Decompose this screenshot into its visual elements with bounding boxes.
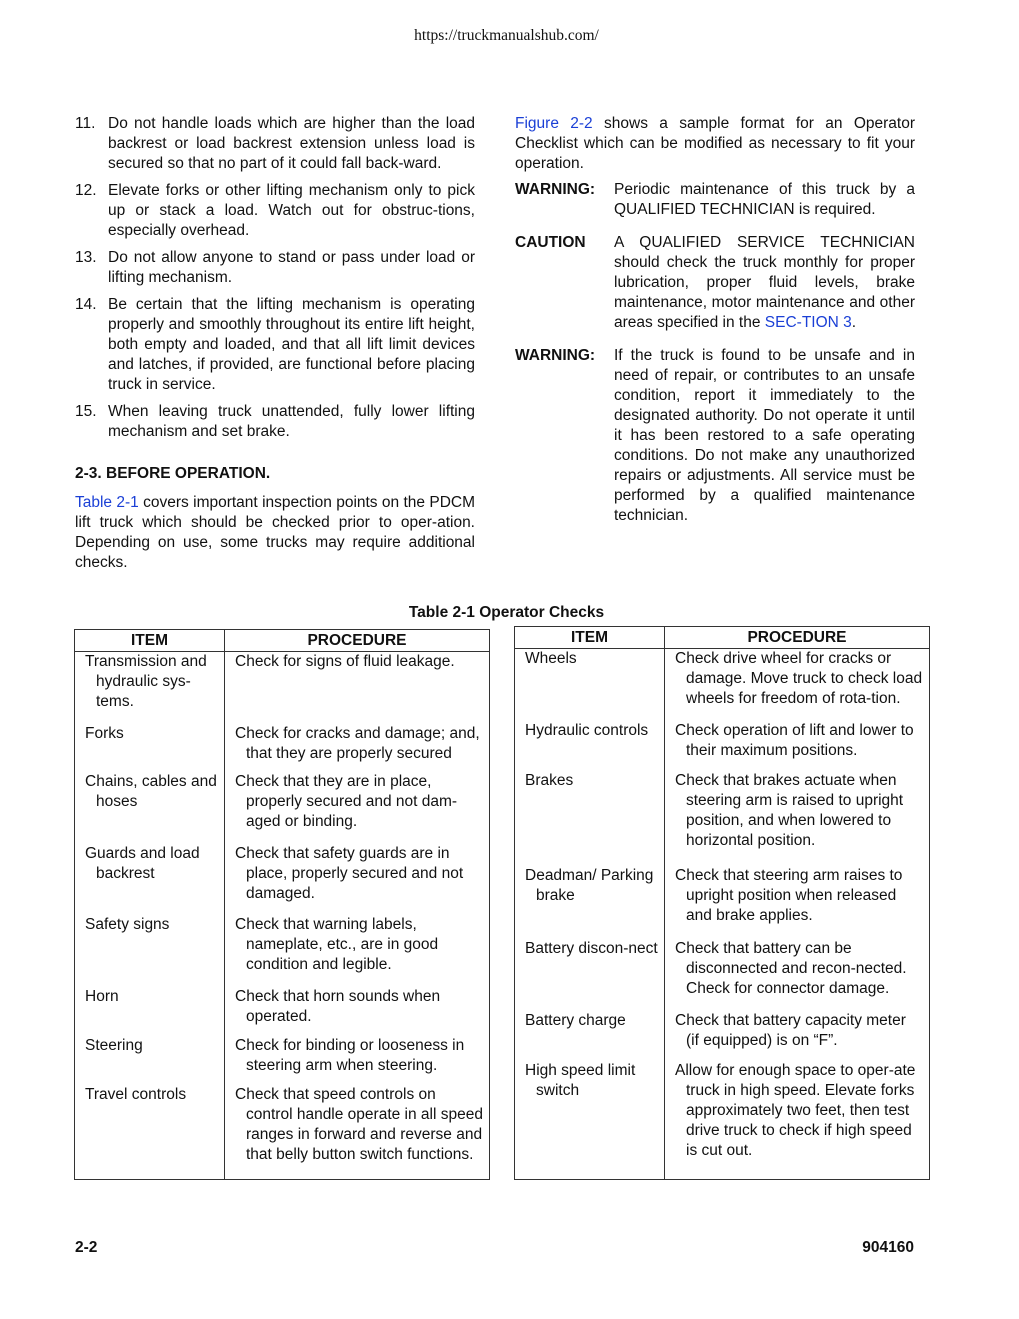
procedure-text: Check that warning labels, nameplate, etc., are in good condition and legible. <box>235 916 439 974</box>
warning-label: WARNING: <box>515 181 596 198</box>
item-text: Battery discon-nect <box>525 939 658 957</box>
right-column <box>515 114 915 539</box>
warning-note <box>515 346 915 526</box>
paragraph-text: covers important inspection points on the PDCM lift truck which should be checked prior to oper-ation. Depending on use, some trucks may require additional checks. <box>75 494 475 571</box>
table-row <box>75 652 490 724</box>
item-cell <box>515 866 665 938</box>
item-text: Horn <box>85 988 119 1005</box>
list-item <box>75 402 475 442</box>
procedure-cell <box>665 1061 930 1179</box>
table-row <box>515 939 930 1011</box>
procedure-cell <box>225 844 490 916</box>
list-text: Do not handle loads which are higher than the load backrest or load backrest extension unless load is secured so that no part of it could fall back-ward. <box>108 115 475 172</box>
filler-cell <box>75 1179 225 1180</box>
table-row <box>515 649 930 722</box>
item-cell <box>75 1085 225 1179</box>
table-row <box>515 771 930 866</box>
procedure-cell <box>665 771 930 866</box>
page-number: 2-2 <box>75 1239 98 1256</box>
list-item <box>75 295 475 395</box>
procedure-text: Allow for enough space to oper-ate truck in high speed. Elevate forks approximately two feet, then test drive truck to check if high speed is cut out. <box>675 1061 916 1159</box>
list-text: When leaving truck unattended, fully lower lifting mechanism and set brake. <box>108 403 475 440</box>
procedure-cell <box>665 721 930 770</box>
list-number: 12. <box>75 182 97 199</box>
procedure-cell <box>665 866 930 938</box>
item-cell <box>75 915 225 987</box>
item-cell <box>75 724 225 773</box>
procedure-cell <box>225 652 490 724</box>
figure-link[interactable]: Figure 2-2 <box>515 115 593 132</box>
item-text: Brakes <box>525 771 574 789</box>
procedure-text: Check for cracks and damage; and, that they are properly secured <box>235 724 480 762</box>
table-row <box>515 1011 930 1060</box>
table-row <box>515 1061 930 1179</box>
item-text: Travel controls <box>85 1085 187 1103</box>
item-cell <box>515 649 665 722</box>
table-header-row <box>75 630 490 652</box>
table-row <box>75 724 490 773</box>
left-column <box>75 114 475 573</box>
list-item <box>75 181 475 241</box>
item-cell <box>515 771 665 866</box>
item-text: High speed limit switch <box>525 1061 636 1099</box>
item-text: Safety signs <box>85 916 170 934</box>
list-text: Do not allow anyone to stand or pass under load or lifting mechanism. <box>108 249 475 286</box>
filler-cell <box>515 1179 665 1180</box>
warning-text: If the truck is found to be unsafe and in need of repair, or contributes to an unsafe condition, report it immediately to the designated authority. Do not operate it until it has been restored to a safe operating conditions. Do not make any unauthorized repairs or adjustments. All service must be performed by a qualified maintenance technician. <box>614 347 915 524</box>
item-cell <box>515 1061 665 1179</box>
caution-text: A QUALIFIED SERVICE TECHNICIAN should check the truck monthly for proper lubrication, proper fluid levels, brake maintenance, motor maintenance and other areas specified in the <box>614 234 915 331</box>
procedure-header: PROCEDURE <box>225 630 490 652</box>
list-number: 11. <box>75 115 96 132</box>
procedure-text: Check that they are in place, properly secured and not dam-aged or binding. <box>235 773 458 831</box>
procedure-text: Check drive wheel for cracks or damage. Move truck to check load wheels for freedom of rota-tion. <box>675 650 923 707</box>
intro-paragraph <box>75 493 475 573</box>
list-text: Be certain that the lifting mechanism is operating properly and smoothly throughout its entire lift height, both empty and loaded, and that all lift limit devices and latches, if provided, are functional before placing truck in service. <box>108 296 475 393</box>
item-header: ITEM <box>515 627 665 649</box>
list-number: 14. <box>75 296 97 313</box>
procedure-cell <box>665 1011 930 1060</box>
operator-checks-table-left <box>74 629 490 1180</box>
table-link[interactable]: Table 2-1 <box>75 494 139 511</box>
item-cell <box>75 652 225 724</box>
caution-label: CAUTION <box>515 234 586 251</box>
procedure-text: Check that battery capacity meter (if equipped) is on “F”. <box>675 1012 906 1050</box>
item-cell <box>515 939 665 1011</box>
item-text: Chains, cables and hoses <box>85 773 217 811</box>
table-row <box>515 721 930 770</box>
item-text: Wheels <box>525 650 577 667</box>
section-link[interactable]: SEC-TION 3 <box>764 314 852 331</box>
caution-end: . <box>851 314 857 331</box>
procedure-cell <box>225 915 490 987</box>
procedure-cell <box>665 939 930 1011</box>
item-cell <box>75 1036 225 1085</box>
section-heading: 2-3. BEFORE OPERATION. <box>75 465 271 482</box>
warning-note <box>515 180 915 220</box>
procedure-cell <box>225 1036 490 1085</box>
item-cell <box>515 721 665 770</box>
table-filler-row <box>75 1179 490 1180</box>
procedure-cell <box>225 987 490 1036</box>
procedure-text: Check that brakes actuate when steering arm is raised to upright position, and when lowered to horizontal position. <box>675 771 904 849</box>
figure-paragraph <box>515 114 915 174</box>
procedure-cell <box>225 724 490 773</box>
paragraph-text: shows a sample format for an Operator Checklist which can be modified as necessary to fit your operation. <box>515 115 915 172</box>
filler-cell <box>225 1179 490 1180</box>
item-text: Deadman/ Parking brake <box>525 867 654 905</box>
procedure-text: Check that battery can be disconnected and recon-nected. Check for connector damage. <box>675 939 907 997</box>
item-text: Battery charge <box>525 1012 626 1030</box>
caution-note <box>515 233 915 333</box>
list-number: 15. <box>75 403 97 420</box>
procedure-text: Check for binding or looseness in steering arm when steering. <box>235 1036 465 1074</box>
warning-text: Periodic maintenance of this truck by a QUALIFIED TECHNICIAN is required. <box>614 181 915 218</box>
list-item <box>75 114 475 174</box>
procedure-header: PROCEDURE <box>665 627 930 649</box>
table-row <box>75 1036 490 1085</box>
header-url[interactable]: https://truckmanualshub.com/ <box>414 27 599 44</box>
table-row <box>75 844 490 916</box>
filler-cell <box>665 1179 930 1180</box>
item-cell <box>75 772 225 844</box>
item-cell <box>515 1011 665 1060</box>
list-text: Elevate forks or other lifting mechanism only to pick up or stack a load. Watch out for obstruc-tions, especially overhead. <box>108 182 475 239</box>
item-cell <box>75 844 225 916</box>
procedure-text: Check that steering arm raises to upright position when released and brake applies. <box>675 867 903 925</box>
procedure-text: Check operation of lift and lower to their maximum positions. <box>675 722 914 760</box>
item-cell <box>75 987 225 1036</box>
procedure-text: Check that speed controls on control handle operate in all speed ranges in forward and reverse and that belly button switch functions. <box>235 1085 483 1163</box>
caution-body <box>614 233 915 333</box>
procedure-text: Check that horn sounds when operated. <box>235 988 441 1025</box>
procedure-cell <box>665 649 930 722</box>
item-text: Guards and load backrest <box>85 844 200 882</box>
procedure-cell <box>225 1085 490 1179</box>
list-item <box>75 248 475 288</box>
procedure-text: Check for signs of fluid leakage. <box>235 653 455 670</box>
item-text: Transmission and hydraulic sys-tems. <box>85 653 207 710</box>
item-text: Forks <box>85 724 124 742</box>
table-filler-row <box>515 1179 930 1180</box>
table-row <box>515 866 930 938</box>
document-number: 904160 <box>862 1239 914 1256</box>
table-title: Table 2-1 Operator Checks <box>408 604 605 621</box>
procedure-text: Check that safety guards are in place, properly secured and not damaged. <box>235 844 464 902</box>
warning-label: WARNING: <box>515 347 596 364</box>
table-row <box>75 1085 490 1179</box>
table-row <box>75 915 490 987</box>
list-number: 13. <box>75 249 97 266</box>
operator-checks-table-right <box>514 626 930 1180</box>
table-row <box>75 772 490 844</box>
table-header-row <box>515 627 930 649</box>
item-text: Hydraulic controls <box>525 722 649 740</box>
table-row <box>75 987 490 1036</box>
procedure-cell <box>225 772 490 844</box>
item-header: ITEM <box>75 630 225 652</box>
item-text: Steering <box>85 1036 143 1054</box>
